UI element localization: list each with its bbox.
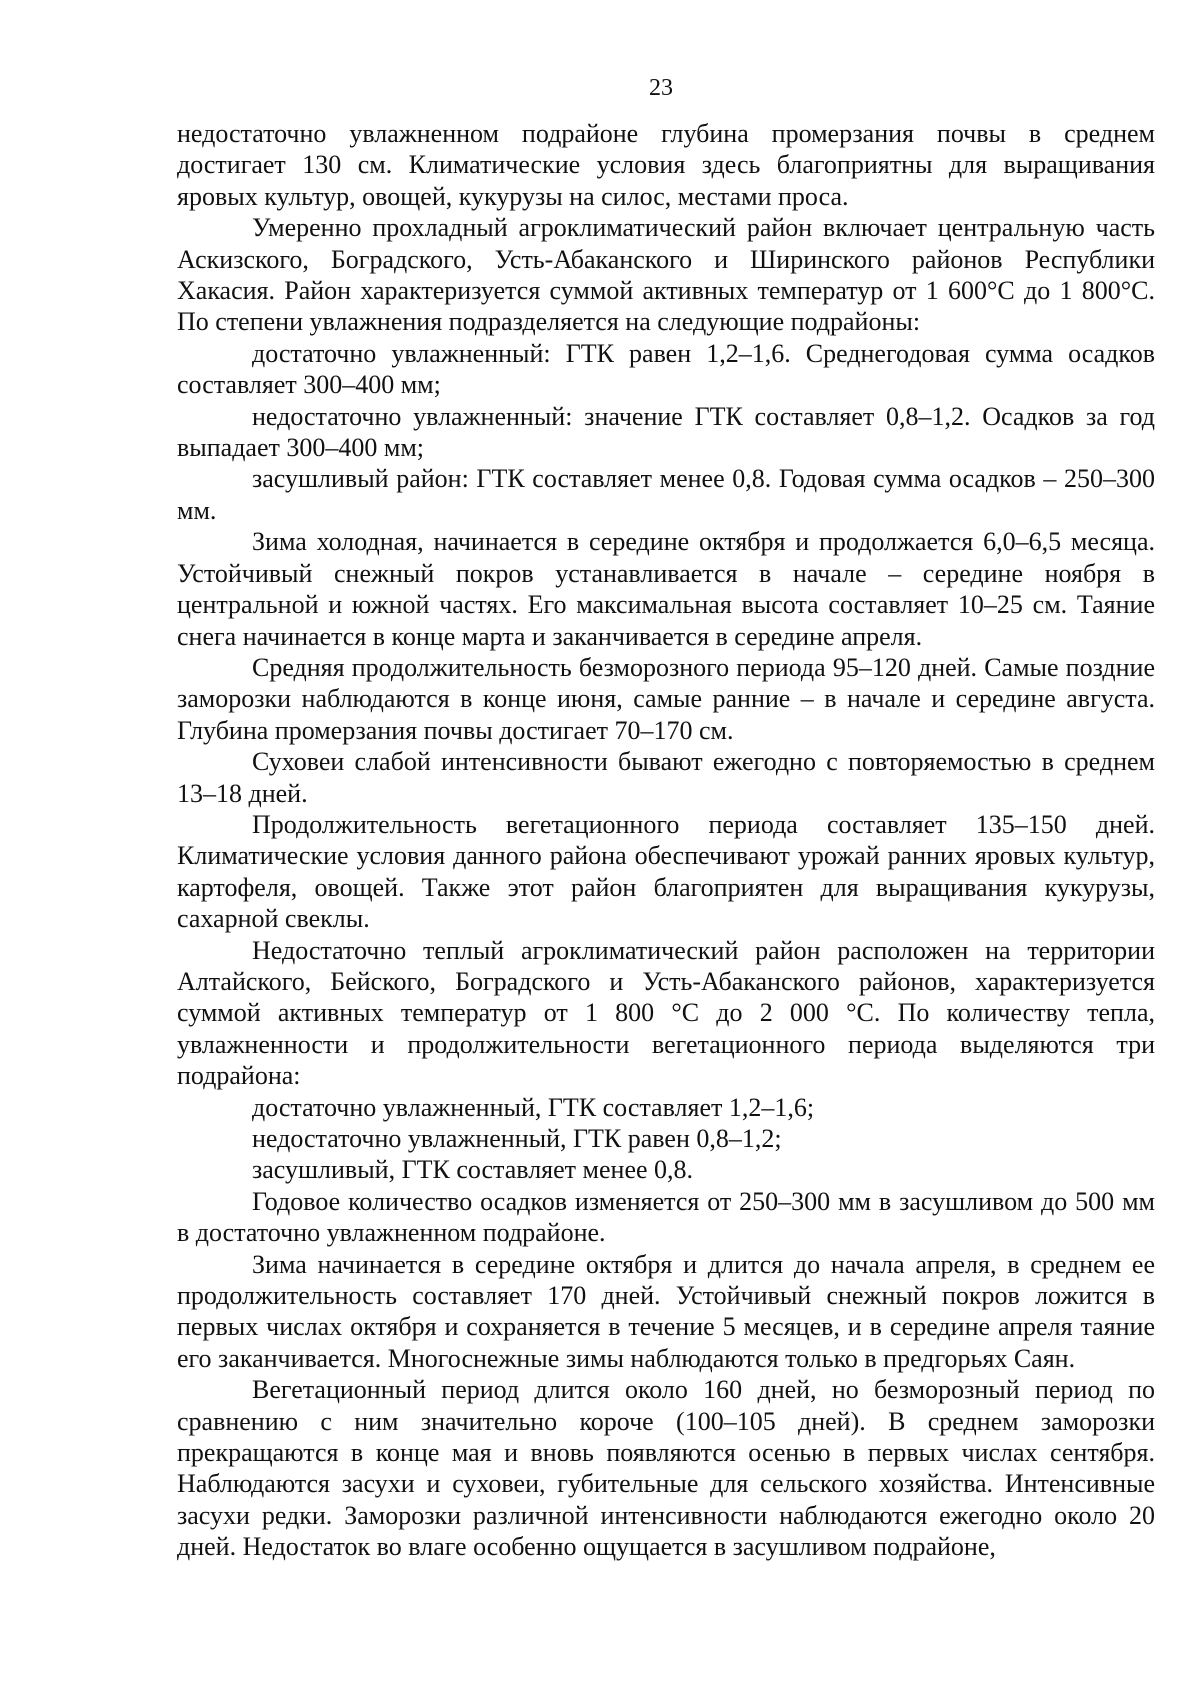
list-item: засушливый, ГТК составляет менее 0,8. bbox=[252, 1155, 694, 1185]
document-body bbox=[177, 118, 1155, 1563]
list-item: достаточно увлажненный: ГТК равен 1,2–1,6. Среднегодовая сумма осадков составляет 300–400 мм; bbox=[177, 338, 1155, 400]
paragraph: Продолжительность вегетационного периода составляет 135–150 дней. Климатические условия данного района обеспечивают урожай ранних яровых культур, картофеля, овощей. Также этот район благоприятен для выращивания кукурузы, сахарной свеклы. bbox=[177, 809, 1155, 934]
paragraph: недостаточно увлажненном подрайоне глубина промерзания почвы в среднем достигает 130 см. Климатические условия здесь благоприятны для выращивания яровых культур, овощей, кукурузы на силос, местами проса. bbox=[177, 119, 1155, 211]
paragraph: Зима начинается в середине октября и длится до начала апреля, в среднем ее продолжительность составляет 170 дней. Устойчивый снежный покров ложится в первых числах октября и сохраняется в течение 5 месяцев, и в середине апреля таяние его заканчивается. Многоснежные зимы наблюдаются только в предгорьях Саян. bbox=[177, 1249, 1155, 1373]
list-item: недостаточно увлажненный: значение ГТК составляет 0,8–1,2. Осадков за год выпадает 300–400 мм; bbox=[177, 401, 1155, 463]
paragraph: Вегетационный период длится около 160 дней, но безморозный период по сравнению с ним значительно короче (100–105 дней). В среднем заморозки прекращаются в конце мая и вновь появляются осенью в первых числах сентября. Наблюдаются засухи и суховеи, губительные для сельского хозяйства. Интенсивные засухи редки. Заморозки различной интенсивности наблюдаются ежегодно около 20 дней. Недостаток во влаге особенно ощущается в засушливом подрайоне, bbox=[177, 1375, 1155, 1562]
paragraph: Средняя продолжительность безморозного периода 95–120 дней. Самые поздние заморозки наблюдаются в конце июня, самые ранние – в начале и середине августа. Глубина промерзания почвы достигает 70–170 см. bbox=[177, 652, 1155, 745]
list-item: достаточно увлажненный, ГТК составляет 1,2–1,6; bbox=[252, 1092, 815, 1122]
list-item: недостаточно увлажненный, ГТК равен 0,8–1,2; bbox=[252, 1124, 782, 1153]
page-number: 23 bbox=[649, 75, 673, 101]
paragraph: Годовое количество осадков изменяется от 250–300 мм в засушливом до 500 мм в достаточно увлажненном подрайоне. bbox=[177, 1186, 1155, 1248]
paragraph: Зима холодная, начинается в середине октября и продолжается 6,0–6,5 месяца. Устойчивый снежный покров устанавливается в начале – середине ноября в центральной и южной частях. Его максимальная высота составляет 10–25 см. Таяние снега начинается в конце марта и заканчивается в середине апреля. bbox=[177, 527, 1155, 651]
paragraph: Умеренно прохладный агроклиматический район включает центральную часть Аскизского, Боградского, Усть-Абаканского и Ширинского районов Республики Хакасия. Район характеризуется суммой активных температур от 1 600°С до 1 800°С. По степени увлажнения подразделяется на следующие подрайоны: bbox=[177, 213, 1155, 337]
paragraph: Недостаточно теплый агроклиматический район расположен на территории Алтайского, Бейского, Боградского и Усть-Абаканского районов, характеризуется суммой активных температур от 1 800 °С до 2 000 °С. По количеству тепла, увлажненности и продолжительности вегетационного периода выделяются три подрайона: bbox=[177, 935, 1155, 1091]
paragraph: Суховеи слабой интенсивности бывают ежегодно с повторяемостью в среднем 13–18 дней. bbox=[177, 747, 1155, 808]
list-item: засушливый район: ГТК составляет менее 0,8. Годовая сумма осадков – 250–300 мм. bbox=[177, 464, 1155, 525]
